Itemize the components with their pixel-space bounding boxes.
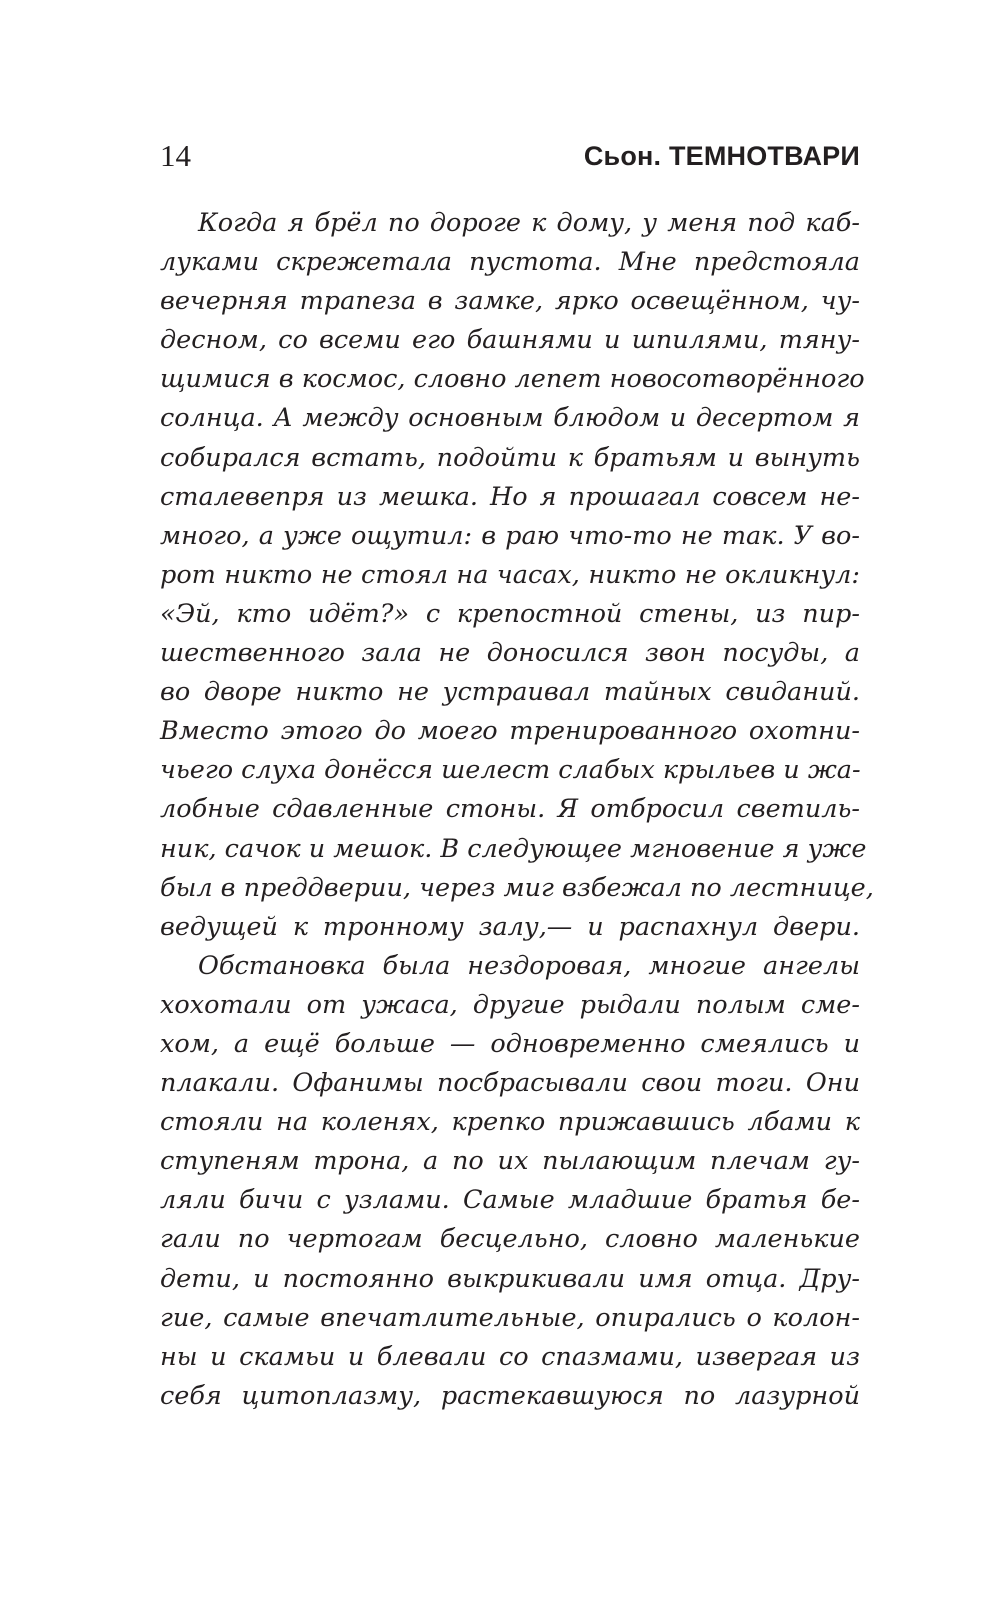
- text-line: лобные сдавленные стоны. Я отбросил светиль-: [160, 794, 860, 825]
- text-line: гие, самые впечатлительные, опирались о колон-: [160, 1302, 860, 1333]
- body-text: [160, 204, 874, 1416]
- text-line: вечерняя трапеза в замке, ярко освещённом, чу-: [160, 286, 860, 317]
- text-line: шественного зала не доносился звон посуды, а: [160, 638, 860, 669]
- text-line: ник, сачок и мешок. В следующее мгновение я уже: [160, 833, 867, 864]
- text-line: дети, и постоянно выкрикивали имя отца. Дру-: [160, 1263, 860, 1294]
- text-line: стояли на коленях, крепко прижавшись лбами к: [160, 1107, 860, 1138]
- text-line: Вместо этого до моего тренированного охотни-: [160, 716, 860, 747]
- text-line: много, а уже ощутил: в раю что-то не так. У во-: [160, 520, 860, 551]
- text-line: солнца. А между основным блюдом и десертом я: [160, 403, 860, 434]
- text-line: хом, а ещё больше — одновременно смеялись и: [160, 1028, 860, 1059]
- text-line: хохотали от ужаса, другие рыдали полым сме-: [160, 989, 860, 1020]
- text-line: ведущей к тронному залу,— и распахнул двери.: [160, 911, 860, 942]
- text-line: гали по чертогам бесцельно, словно маленькие: [160, 1224, 860, 1255]
- text-line: «Эй, кто идёт?» с крепостной стены, из пир-: [160, 598, 860, 629]
- text-line: щимися в космос, словно лепет новосотворённого: [160, 364, 865, 395]
- page-number: 14: [160, 138, 191, 173]
- text-line: во дворе никто не устраивал тайных свиданий.: [160, 677, 860, 708]
- text-line: Когда я брёл по дороге к дому, у меня под каб-: [198, 208, 860, 238]
- text-line: ступеням трона, а по их пылающим плечам гу-: [160, 1146, 860, 1177]
- text-line: Обстановка была нездоровая, многие ангелы: [198, 950, 860, 981]
- text-line: был в преддверии, через миг взбежал по лестнице,: [160, 872, 874, 903]
- text-line: сталевепря из мешка. Но я прошагал совсем не-: [160, 481, 860, 512]
- text-line: собирался встать, подойти к братьям и вынуть: [160, 442, 860, 473]
- text-line: рот никто не стоял на часах, никто не окликнул:: [160, 559, 860, 590]
- text-line: себя цитоплазму, растекавшуюся по лазурной: [160, 1380, 860, 1411]
- text-line: плакали. Офанимы посбрасывали свои тоги. Они: [160, 1068, 860, 1099]
- text-line: ляли бичи с узлами. Самые младшие братья бе-: [160, 1185, 860, 1216]
- text-line: ны и скамьи и блевали со спазмами, извергая из: [160, 1341, 860, 1372]
- running-title: Сьон. ТЕМНОТВАРИ: [583, 141, 860, 171]
- text-line: луками скрежетала пустота. Мне предстояла: [160, 247, 860, 278]
- text-line: десном, со всеми его башнями и шпилями, тяну-: [160, 325, 860, 356]
- text-line: чьего слуха донёсся шелест слабых крыльев и жа-: [160, 755, 861, 786]
- running-head: [160, 136, 860, 176]
